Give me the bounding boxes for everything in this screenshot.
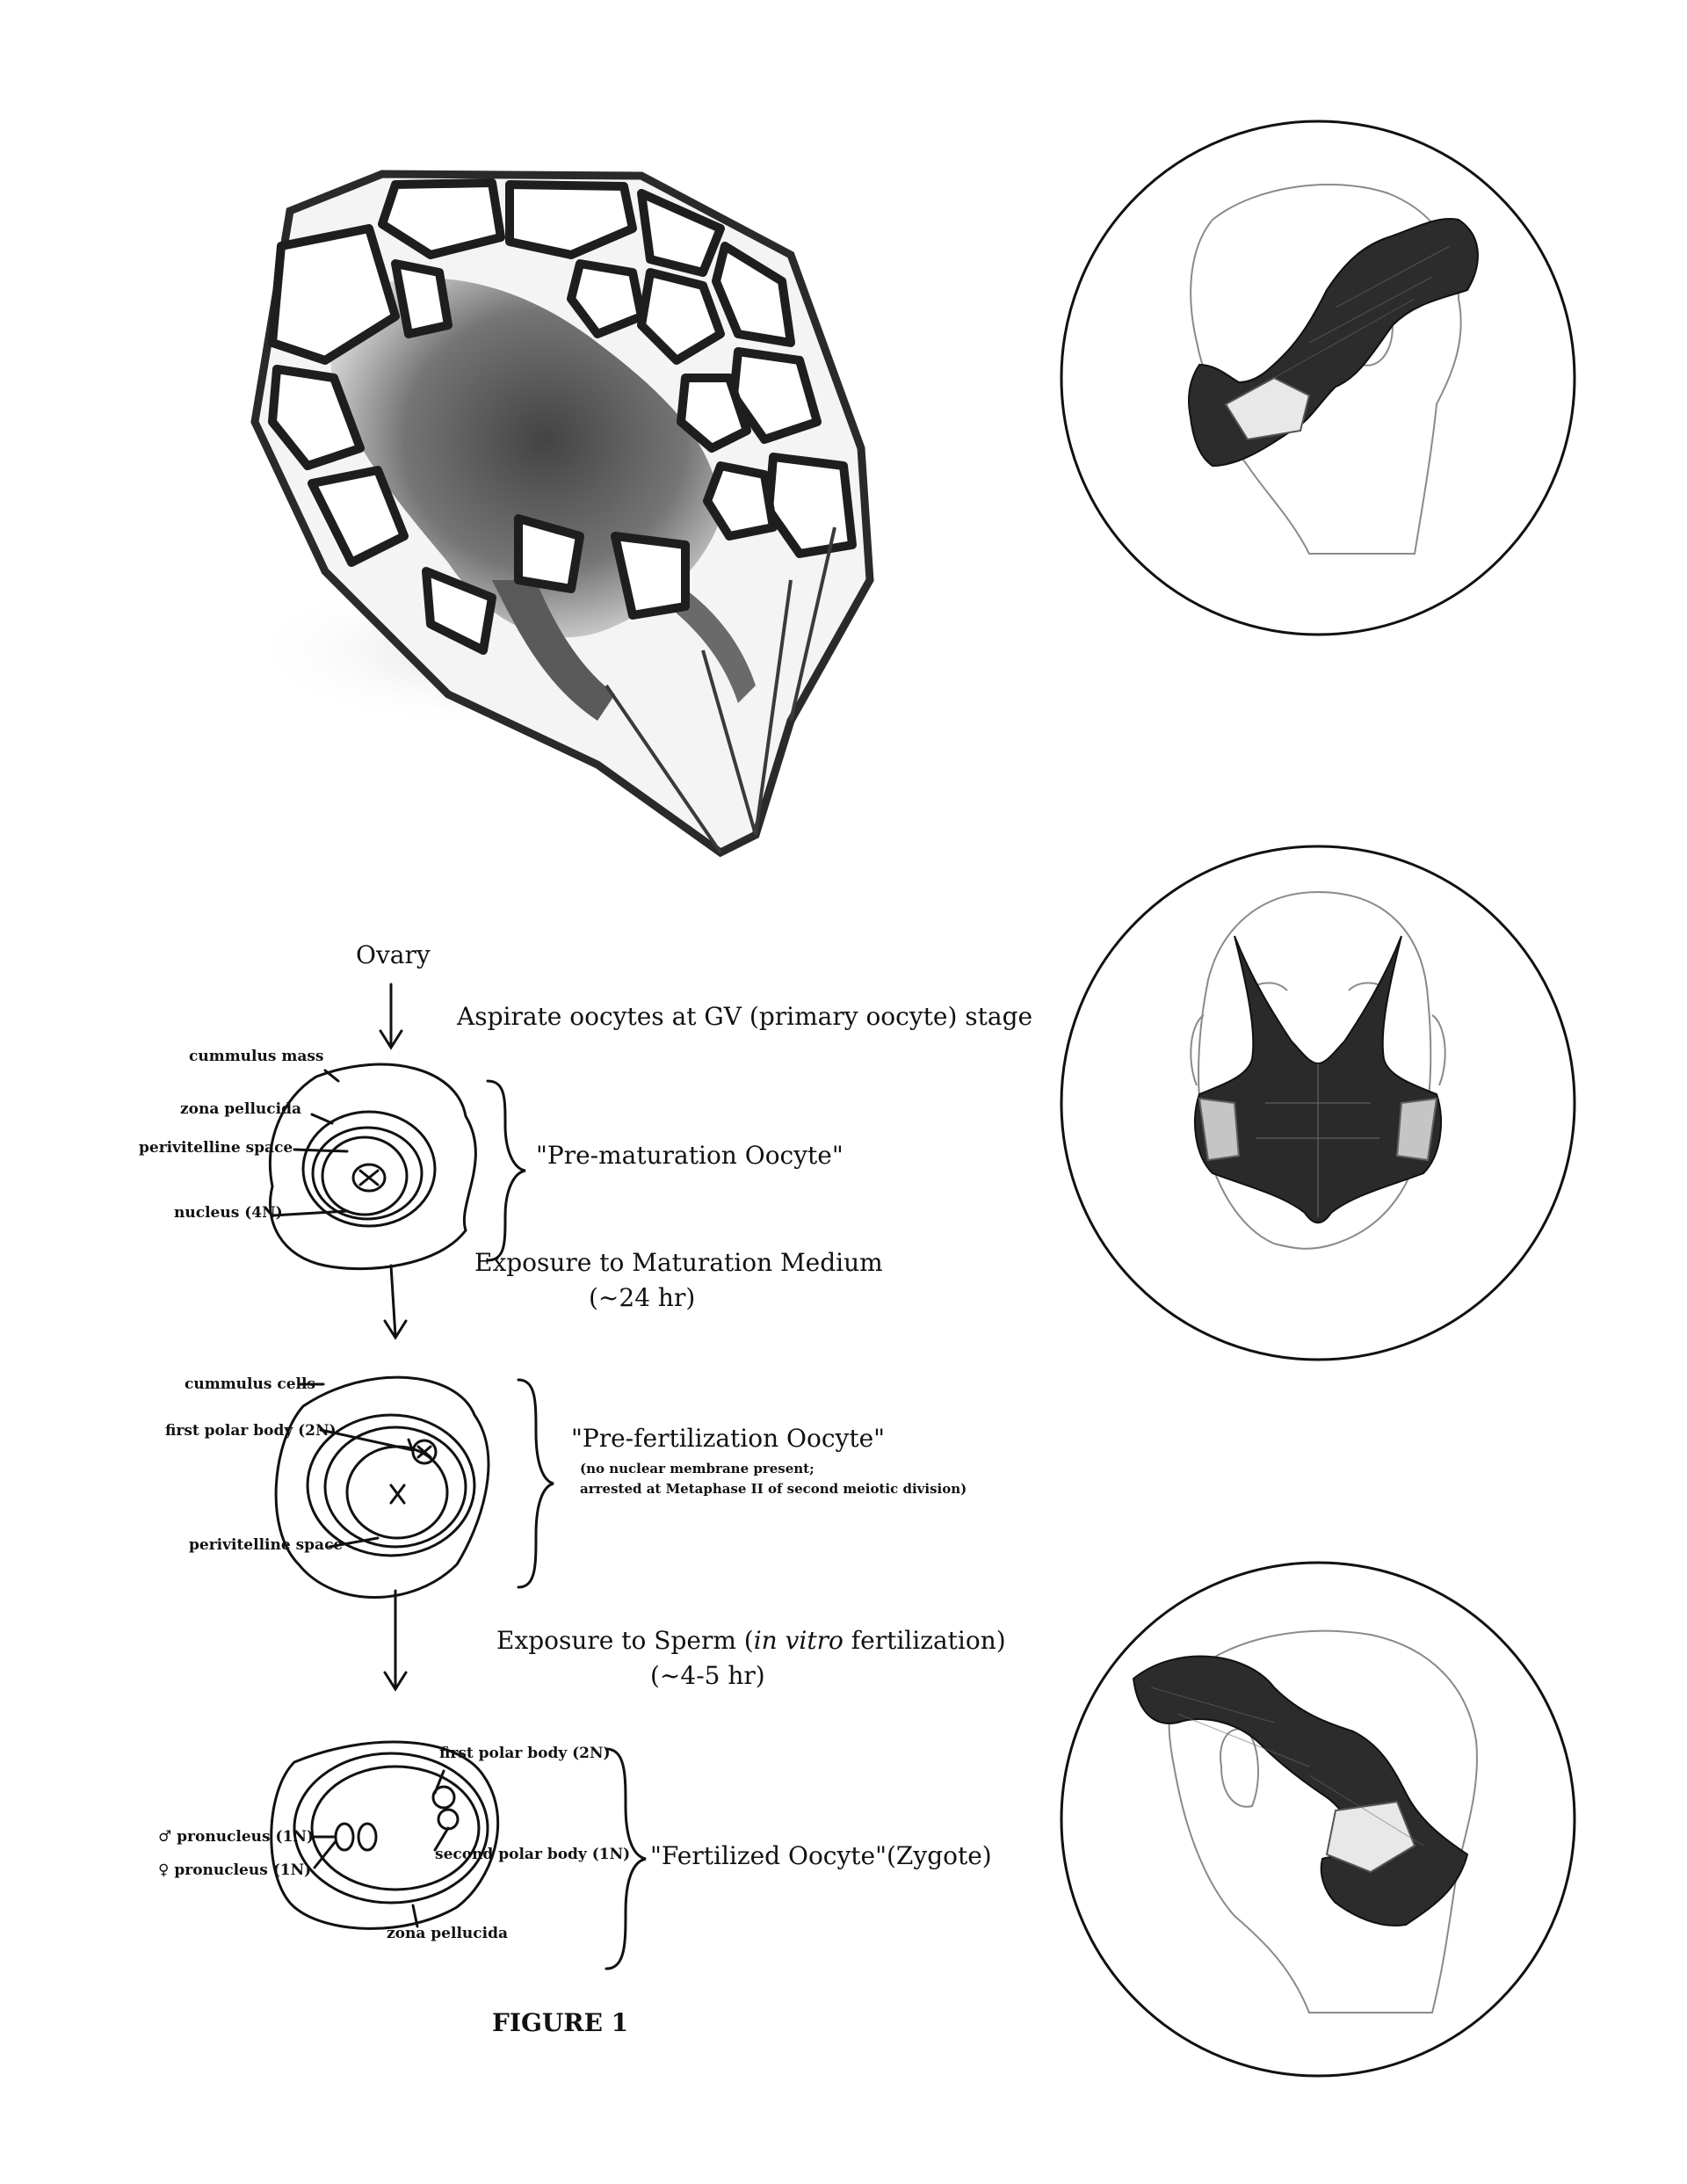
step3-line1 <box>496 1626 1006 1655</box>
stage2-label-polar-body: first polar body (2N) <box>165 1422 337 1440</box>
step2-line2: (~24 hr) <box>589 1283 696 1312</box>
arrow-maturation <box>391 1266 395 1336</box>
stage2-note2: arrested at Metaphase II of second meiotic division) <box>580 1481 967 1497</box>
stage3-label-male-pronucleus: ♂ pronucleus (1N) <box>158 1828 314 1846</box>
ovary-label: Ovary <box>356 940 431 969</box>
step2-line1: Exposure to Maturation Medium <box>474 1248 883 1277</box>
lattice-pod-render <box>228 158 914 861</box>
stage3-label-first-polar: first polar body (2N) <box>439 1745 611 1762</box>
step3-line1-italic: in vitro <box>753 1626 844 1655</box>
stage3-label-second-polar: second polar body (1N) <box>435 1846 631 1863</box>
stage2-label-perivitelline: perivitelline space <box>189 1536 344 1554</box>
stage3-label-female-pronucleus: ♀ pronucleus (1N) <box>158 1861 312 1879</box>
stage1-label-perivitelline: perivitelline space <box>139 1139 293 1157</box>
ivf-flow-diagram <box>0 914 1033 2057</box>
oocyte-stage1-drawing <box>270 1064 475 1269</box>
step3-line1-a: Exposure to Sperm ( <box>496 1626 754 1655</box>
stage1-label-cummulus: cummulus mass <box>189 1048 324 1065</box>
step1-text: Aspirate oocytes at GV (primary oocyte) stage <box>457 1002 1033 1031</box>
stage1-label-nucleus: nucleus (4N) <box>174 1204 283 1222</box>
stage3-label-zona: zona pellucida <box>387 1925 508 1942</box>
portrait-circle-2 <box>1046 839 1590 1367</box>
step3-line2: (~4-5 hr) <box>650 1661 765 1690</box>
stage3-title: "Fertilized Oocyte"(Zygote) <box>650 1841 992 1870</box>
stage2-note1: (no nuclear membrane present; <box>580 1461 815 1477</box>
stage1-title: "Pre-maturation Oocyte" <box>536 1141 844 1170</box>
portrait-circle-3 <box>1046 1556 1590 2083</box>
stage2-label-cummulus: cummulus cells <box>185 1375 316 1393</box>
stage1-label-zona: zona pellucida <box>180 1100 301 1118</box>
stage2-title: "Pre-fertilization Oocyte" <box>571 1424 886 1453</box>
portrait-circle-1 <box>1046 114 1590 642</box>
step3-line1-c: fertilization) <box>843 1626 1006 1655</box>
figure-caption: FIGURE 1 <box>492 2008 629 2037</box>
